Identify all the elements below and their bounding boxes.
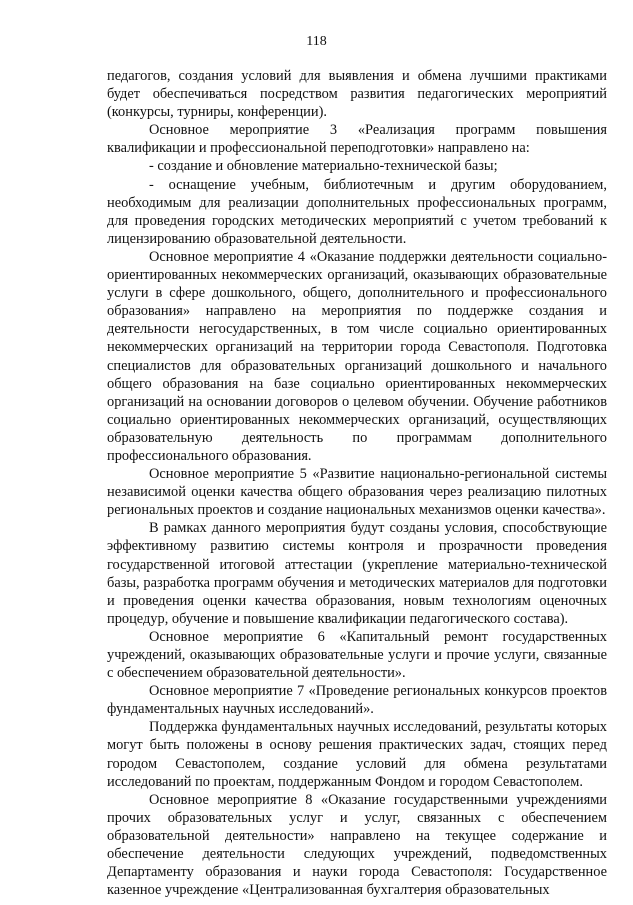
paragraph-measure-6: Основное мероприятие 6 «Капитальный ремонт государственных учреждений, оказывающих образовательные услуги и прочие услуги, связанные с обеспечением образовательной деятельности». <box>107 628 607 682</box>
paragraph-measure-3: Основное мероприятие 3 «Реализация программ повышения квалификации и профессиональной переподготовки» направлено на: <box>107 122 607 157</box>
paragraph-continuation: педагогов, создания условий для выявления и обмена лучшими практиками будет обеспечиваться посредством развития педагогических мероприятий (конкурсы, турниры, конференции). <box>107 68 607 121</box>
paragraph-measure-4: Основное мероприятие 4 «Оказание поддержки деятельности социально-ориентированных некоммерческих организаций, оказывающих образовательные услуги в сфере дошкольного, общего, дополнительного и профессионального образования» направлено на мероприятия по поддержке создания и деятельности негосударственных, в том числе социально ориентированных некоммерческих организаций на территории города Севастополя. Подготовка специалистов для образовательных организаций дошкольного и начального общего образования на базе социально ориентированных некоммерческих организаций на основании договоров о целевом обучении. Обучение работников социально ориентированных некоммерческих организаций, осуществляющих образовательную деятельность по программам дополнительного профессионального образования. <box>107 248 607 464</box>
paragraph-measure-8: Основное мероприятие 8 «Оказание государственными учреждениями прочих образовательных услуг и услуг, связанных с обеспечением образовательной деятельности» направлено на текущее содержание и обеспечение деятельности следующих учреждений, подведомственных Департаменту образования и науки города Севастополя: Государственное казенное учреждение «Централизованная бухгалтерия образовательных <box>107 791 607 899</box>
list-item-materials-base: - создание и обновление материально-технической базы; <box>149 158 498 175</box>
paragraph-measure-5-details: В рамках данного мероприятия будут созданы условия, способствующие эффективному развитию системы контроля и прозрачности проведения государственной итоговой аттестации (укрепление материально-технической базы, разработка программ обучения и методических материалов для подготовки и проведения оценки качества образования, новым технологиям оценочных процедур, обучение и повышение квалификации педагогического состава). <box>107 520 607 627</box>
document-body <box>107 67 607 899</box>
paragraph-measure-5: Основное мероприятие 5 «Развитие национально-региональной системы независимой оценки качества общего образования через реализацию пилотных региональных проектов и создание национальных механизмов оценки качества». <box>107 466 607 519</box>
page-number: 118 <box>306 34 327 49</box>
list-item-equipment: - оснащение учебным, библиотечным и другим оборудованием, необходимым для реализации дополнительных профессиональных программ, для проведения городских методических мероприятий с учетом требований к лицензированию образовательной деятельности. <box>107 176 607 247</box>
paragraph-measure-7-details: Поддержка фундаментальных научных исследований, результаты которых могут быть положены в основу решения практических задач, стоящих перед городом Севастополем, создание условий для обмена результатами исследований по проектам, поддержанным Фондом и городом Севастополем. <box>107 719 607 790</box>
paragraph-measure-7: Основное мероприятие 7 «Проведение региональных конкурсов проектов фундаментальных научных исследований». <box>107 683 607 718</box>
